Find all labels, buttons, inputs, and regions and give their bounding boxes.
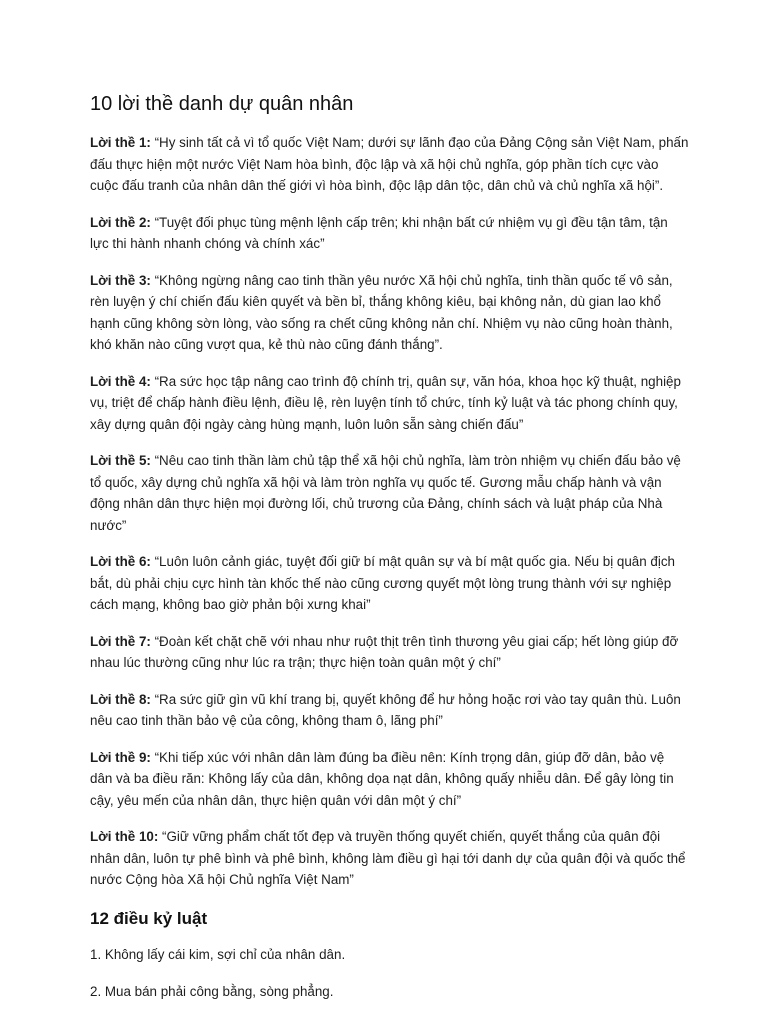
oath-text: “Ra sức giữ gìn vũ khí trang bị, quyết không để hư hỏng hoặc rơi vào tay quân thù. Luôn nêu cao tinh thần bảo vệ của công, không tham ô, lãng phí” <box>90 691 681 728</box>
rule-item: 1. Không lấy cái kim, sợi chỉ của nhân dân. <box>90 946 346 962</box>
oath-text: “Khi tiếp xúc với nhân dân làm đúng ba điều nên: Kính trọng dân, giúp đỡ dân, bảo vệ dân và ba điều răn: Không lấy của dân, không dọa nạt dân, không quấy nhiễu dân. Để gây lòng tin cậy, yêu mến của nhân dân, thực hiện quân với dân một ý chí” <box>90 749 674 808</box>
oath-label: Lời thề 4: <box>90 373 151 389</box>
oath-paragraph <box>90 826 690 891</box>
oath-paragraph <box>90 450 690 536</box>
document-body <box>90 90 690 1018</box>
oath-label: Lời thề 5: <box>90 453 151 468</box>
page-title: 10 lời thề danh dự quân nhân <box>90 93 354 115</box>
oath-paragraph <box>90 371 690 436</box>
oath-label: Lời thề 9: <box>90 749 151 765</box>
oath-paragraph <box>90 631 690 674</box>
section-title-discipline: 12 điều kỷ luật <box>90 908 208 928</box>
oath-paragraph <box>90 551 690 616</box>
oath-label: Lời thề 1: <box>90 135 151 150</box>
oath-label: Lời thề 2: <box>90 214 151 230</box>
oath-text: “Không ngừng nâng cao tinh thần yêu nước Xã hội chủ nghĩa, tinh thần quốc tế vô sản, rèn luyện ý chí chiến đấu kiên quyết và bền bỉ, thắng không kiêu, bại không nản, dù gian lao khổ hạnh cũng không sờn lòng, vào sống ra chết cũng không nản chí. Nhiệm vụ nào cũng hoàn thành, khó khăn nào cũng vượt qua, kẻ thù nào cũng đánh thắng”. <box>90 272 673 352</box>
oath-label: Lời thề 3: <box>90 272 151 288</box>
oath-text: “Ra sức học tập nâng cao trình độ chính trị, quân sự, văn hóa, khoa học kỹ thuật, nghiệp vụ, triệt để chấp hành điều lệnh, điều lệ, rèn luyện tính tổ chức, tính kỷ luật và tác phong chính quy, xây dựng quân đội ngày càng hùng mạnh, luôn luôn sẵn sàng chiến đấu” <box>90 373 681 432</box>
oath-label: Lời thề 8: <box>90 691 151 707</box>
oath-text: “Đoàn kết chặt chẽ với nhau như ruột thịt trên tình thương yêu giai cấp; hết lòng giúp đỡ nhau lúc thường cũng như lúc ra trận; thực hiện toàn quân một ý chí” <box>90 633 679 670</box>
oath-paragraph <box>90 132 690 197</box>
oath-text: “Giữ vững phẩm chất tốt đẹp và truyền thống quyết chiến, quyết thắng của quân đội nhân dân, luôn tự phê bình và phê bình, không làm điều gì hại tới danh dự của quân đội và quốc thể nước Cộng hòa Xã hội Chủ nghĩa Việt Nam” <box>90 829 686 887</box>
oath-label: Lời thề 10: <box>90 829 159 844</box>
rule-list <box>90 944 690 1002</box>
oath-list <box>90 132 690 891</box>
oath-label: Lời thề 6: <box>90 554 151 569</box>
oath-paragraph <box>90 689 690 732</box>
oath-text: “Tuyệt đối phục tùng mệnh lệnh cấp trên; khi nhận bất cứ nhiệm vụ gì đều tận tâm, tận lực thi hành nhanh chóng và chính xác” <box>90 214 668 251</box>
oath-paragraph <box>90 270 690 356</box>
oath-label: Lời thề 7: <box>90 633 151 649</box>
oath-text: “Luôn luôn cảnh giác, tuyệt đối giữ bí mật quân sự và bí mật quốc gia. Nếu bị quân địch bắt, dù phải chịu cực hình tàn khốc thế nào cũng cương quyết một lòng trung thành với sự nghiệp cách mạng, không bao giờ phản bội xưng khai” <box>90 554 675 612</box>
oath-text: “Hy sinh tất cả vì tổ quốc Việt Nam; dưới sự lãnh đạo của Đảng Cộng sản Việt Nam, phấn đấu thực hiện một nước Việt Nam hòa bình, độc lập và xã hội chủ nghĩa, góp phần tích cực vào cuộc đấu tranh của nhân dân thế giới vì hòa bình, độc lập dân tộc, dân chủ và chủ nghĩa xã hội”. <box>90 135 689 193</box>
rule-item: 2. Mua bán phải công bằng, sòng phẳng. <box>90 983 334 999</box>
oath-paragraph <box>90 747 690 812</box>
oath-paragraph <box>90 212 690 255</box>
oath-text: “Nêu cao tinh thần làm chủ tập thể xã hội chủ nghĩa, làm tròn nhiệm vụ chiến đấu bảo vệ tổ quốc, xây dựng chủ nghĩa xã hội và làm tròn nghĩa vụ quốc tế. Gương mẫu chấp hành và vận động nhân dân thực hiện mọi đường lối, chủ trương của Đảng, chính sách và luật pháp của Nhà nước” <box>90 453 681 533</box>
